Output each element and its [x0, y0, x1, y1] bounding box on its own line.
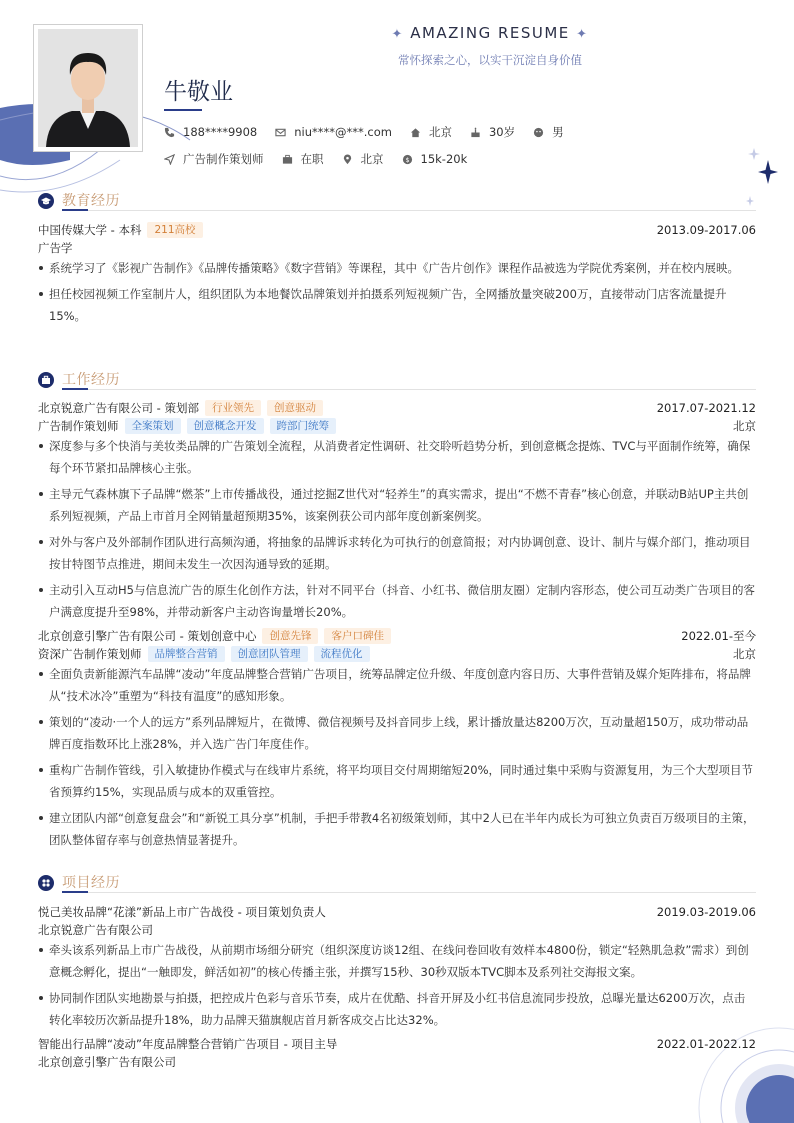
company-name: 北京锐意广告有限公司 - 策划部: [38, 401, 199, 415]
list-item: 重构广告制作管线，引入敏捷协作模式与在线审片系统，将平均项目交付周期缩短20%，同时通过集中采购与资源复用，为三个大型项目节省预算约15%，实现品质与成本的双重管控。: [38, 759, 756, 803]
section-divider: [62, 210, 756, 211]
home-icon: [410, 127, 421, 138]
company-name: 北京创意引擎广告有限公司 - 策划创意中心: [38, 629, 257, 643]
job-bullets: [38, 663, 756, 855]
section-divider: [62, 389, 756, 390]
section-accent-bar: [62, 388, 88, 390]
school-name: 中国传媒大学 - 本科: [38, 223, 142, 237]
list-item: 协同制作团队实地勘景与拍摄，把控成片色彩与音乐节奏，成片在优酷、抖音开屏及小红书信息流同步投放，总曝光量达6200万次，点击转化率较历次新品提升18%，助力品牌天猫旗舰店首月新客成交占比达32%。: [38, 987, 756, 1031]
briefcase-icon: [282, 154, 293, 165]
basic-info-row: [164, 124, 582, 140]
phone-text: 188****9908: [183, 125, 258, 139]
status-item: [282, 151, 324, 167]
company-tag: 创意先锋: [262, 628, 318, 644]
list-item: 牵头该系列新品上市广告战役，从前期市场细分研究（组织深度访谈12组、在线问卷回收有效样本4800份，锁定“轻熟肌急救”需求）到创意概念孵化，提出“一触即发，鲜活如初”的核心传播主张，并撰写15秒、30秒双版本TVC脚本及系列社交海报文案。: [38, 939, 756, 983]
company-tag: 行业领先: [205, 400, 261, 416]
project-name: 智能出行品牌“凌动”年度品牌整合营销广告项目 - 项目主导: [38, 1037, 338, 1051]
job-date: 2022.01-至今: [681, 629, 756, 643]
sparkle-icon: ✦: [391, 27, 404, 42]
list-item: 担任校园视频工作室制片人，组织团队为本地餐饮品牌策划并拍摄系列短视频广告，全网播放量突破200万，直接带动门店客流量提升15%。: [38, 283, 756, 327]
phone-icon: [164, 127, 175, 138]
list-item: 深度参与多个快消与美妆类品牌的广告策划全流程，从消费者定性调研、社交聆听趋势分析，到创意概念提炼、TVC与平面制作统筹，确保每个环节紧扣品牌核心主张。: [38, 435, 756, 479]
section-accent-bar: [62, 891, 88, 893]
grid-icon: [38, 875, 54, 891]
company-tag: 创意驱动: [267, 400, 323, 416]
city-item: [410, 124, 452, 140]
gender-item: [533, 124, 564, 140]
project-company: 北京锐意广告有限公司: [38, 923, 153, 937]
project-section-header: [38, 872, 756, 896]
project-header-row: [38, 1035, 756, 1053]
svg-text:$: $: [404, 155, 410, 164]
status-text: 在职: [300, 152, 324, 166]
job-city: 北京: [733, 419, 756, 433]
job-date: 2017.07-2021.12: [656, 401, 756, 415]
section-title: 教育经历: [62, 193, 120, 209]
age-item: [470, 124, 515, 140]
job-role-row: [38, 645, 756, 663]
candidate-name: 牛敬业: [164, 79, 233, 105]
name-underline: [164, 109, 202, 111]
project-header-row: [38, 903, 756, 921]
profile-photo: [33, 24, 143, 152]
send-icon: [164, 154, 175, 165]
avatar: [38, 29, 138, 147]
resume-header: [380, 24, 600, 42]
job-header-row: [38, 399, 756, 417]
project-name: 悦己美妆品牌“花漾”新品上市广告战役 - 项目策划负责人: [38, 905, 326, 919]
email-item: [275, 125, 392, 139]
list-item: 策划的“凌动·一个人的远方”系列品牌短片，在微博、微信视频号及抖音同步上线，累计播放量达8200万次，互动量超150万，成功带动品牌百度指数环比上涨28%，并入选广告门年度佳作。: [38, 711, 756, 755]
cake-icon: [470, 127, 481, 138]
list-item: 对外与客户及外部制作团队进行高频沟通，将抽象的品牌诉求转化为可执行的创意简报；对内协调创意、设计、制片与媒介部门，推动项目按甘特图节点推进，期间未发生一次因沟通导致的延期。: [38, 531, 756, 575]
job-bullets: [38, 435, 756, 627]
briefcase-icon: [38, 372, 54, 388]
job-role-row: [38, 417, 756, 435]
job-city: 北京: [733, 647, 756, 661]
major-text: 广告学: [38, 241, 73, 255]
education-date: 2013.09-2017.06: [656, 223, 756, 237]
education-section-header: [38, 190, 756, 214]
skill-tag: 品牌整合营销: [148, 646, 225, 662]
skill-tag: 流程优化: [314, 646, 370, 662]
graduation-cap-icon: [38, 193, 54, 209]
work-section-header: [38, 369, 756, 393]
list-item: 系统学习了《影视广告制作》《品牌传播策略》《数字营销》等课程，其中《广告片创作》课程作品被选为学院优秀案例，并在校内展映。: [38, 257, 756, 279]
email-icon: [275, 127, 286, 138]
city-text: 北京: [428, 125, 452, 139]
education-entry-row: [38, 221, 756, 239]
header-slogan: 常怀探索之心，以实干沉淀自身价值: [398, 53, 582, 67]
salary-item: [402, 152, 468, 166]
project-company-row: [38, 1053, 756, 1071]
job-header-row: [38, 627, 756, 645]
education-bullets: [38, 257, 756, 331]
job-role: 资深广告制作策划师: [38, 647, 142, 661]
salary-text: 15k-20k: [420, 152, 468, 166]
intent-info-row: [164, 151, 485, 167]
section-title: 项目经历: [62, 875, 120, 891]
project-date: 2022.01-2022.12: [656, 1037, 756, 1051]
skill-tag: 创意团队管理: [231, 646, 308, 662]
project-bullets: [38, 939, 756, 1035]
project-date: 2019.03-2019.06: [656, 905, 756, 919]
age-text: 30岁: [488, 125, 516, 139]
skill-tag: 创意概念开发: [187, 418, 264, 434]
section-accent-bar: [62, 209, 88, 211]
phone-item: [164, 125, 257, 139]
intent-city-item: [342, 151, 384, 167]
skill-tag: 全案策划: [125, 418, 181, 434]
job-role: 广告制作策划师: [38, 419, 119, 433]
company-tag: 客户口碑佳: [324, 628, 391, 644]
list-item: 主动引入互动H5与信息流广告的原生化创作方法，针对不同平台（抖音、小红书、微信朋友圈）定制内容形态，使公司互动类广告项目的客户满意度提升至98%，并带动新客户主动咨询量增长20%。: [38, 579, 756, 623]
list-item: 全面负责新能源汽车品牌“凌动”年度品牌整合营销广告项目，统筹品牌定位升级、年度创意内容日历、大事件营销及媒介矩阵排布，将品牌从“技术冰冷”重塑为“科技有温度”的感知形象。: [38, 663, 756, 707]
project-company: 北京创意引擎广告有限公司: [38, 1055, 176, 1069]
location-pin-icon: [342, 154, 353, 165]
email-text: niu****@***.com: [294, 125, 392, 139]
position-text: 广告制作策划师: [183, 152, 264, 166]
skill-tag: 跨部门统筹: [270, 418, 337, 434]
gender-text: 男: [552, 125, 564, 139]
major-row: [38, 239, 756, 257]
list-item: 主导元气森林旗下子品牌“燃茶”上市传播战役，通过挖掘Z世代对“轻养生”的真实需求，提出“不燃不青春”核心创意，并联动B站UP主共创系列短视频，产品上市首月全网销量超预期35%，该案例获公司内部年度创新案例奖。: [38, 483, 756, 527]
header-title: AMAZING RESUME: [410, 24, 570, 42]
money-icon: [402, 154, 413, 165]
project-company-row: [38, 921, 756, 939]
gender-icon: [533, 127, 544, 138]
list-item: 建立团队内部“创意复盘会”和“新锐工具分享”机制，手把手带教4名初级策划师，其中2人已在半年内成长为可独立负责百万级项目的主策，团队整体留存率与创意热情显著提升。: [38, 807, 756, 851]
intent-city-text: 北京: [360, 152, 384, 166]
sparkle-icon: ✦: [576, 27, 589, 42]
section-title: 工作经历: [62, 372, 120, 388]
position-item: [164, 151, 264, 167]
section-divider: [62, 892, 756, 893]
school-tag: 211高校: [147, 222, 202, 238]
